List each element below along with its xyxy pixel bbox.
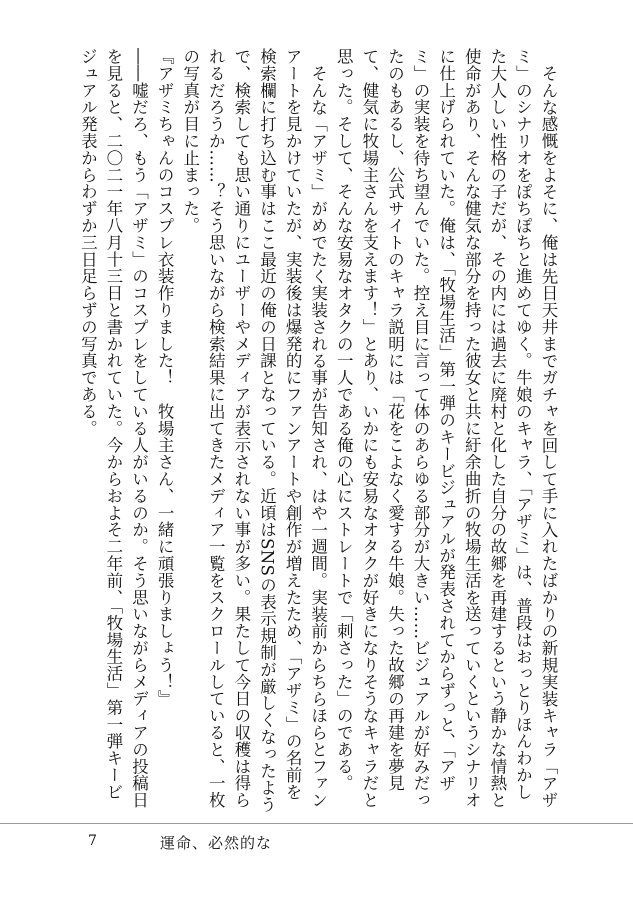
paragraph: そんな感慨をよそに、俺は先日天井までガチャを回して手に入れたばかりの新規実装キャラ「アザミ」のシナリオをぽちぽちと進めてゆく。牛娘のキャラ、「アザミ」は、普段はおっとりほんわかした大人しい性格の子だが、その内には過去に廃村と化した自分の故郷を再建するという静かな情熱と使命があり、そんな健気な部分を持った彼女と共に紆余曲折の牧場生活を送っていくというシナリオに仕上げられていた。俺は、「牧場生活」第一弾のキービジュアルが発表されてからずっと、「アザミ」の実装を待ち望んでいた。控え目に言って体のあらゆる部分が大きい……ビジュアルが好みだったのもあるし、公式サイトのキャラ説明には「花をこよなく愛する牛娘。失った故郷の再建を夢見て、健気に牧場主さんを支えます！」とあり、いかにも安易なオタクが好きになりそうなキャラだと思った。そして、そんな安易なオタクの一人である俺の心にストレートで「刺さった」のである。 (334, 48, 558, 809)
paragraph: そんな「アザミ」がめでたく実装される事が告知され、はや一週間。実装前からちらほらとファンアートを見かけていたが、実装後は爆発的にファンアートや創作が増えたため、「アザミ」の名前を検索欄に打ち込む事はここ最近の俺の日課となっている。近頃はSNSの表示規制が厳しくなったようで、検索しても思い通りにユーザーやメディアが表示されない事が多い。果たして今日の収穫は得られるだろうか……？そう思いながら検索結果に出てきたメディア一覧をスクロールしていると、一枚の写真が目に止まった。 (180, 48, 328, 813)
quoted-post-text: 『アザミちゃんのコスプレ衣装作りました！ 牧場主さん、一緒に頑張りましょう！』 (155, 48, 175, 708)
footer-rule (0, 823, 633, 824)
paragraph: ――嘘だろ、もう「アザミ」のコスプレをしている人がいるのか。そう思いながらメディアの投稿日を見ると、二〇二一年八月十三日と書かれていた。今からおよそ二年前、「牧場生活」第一弾キービジュアル発表からわずか三日足らずの写真である。 (78, 48, 149, 809)
body-text (61, 48, 561, 816)
running-title: 運命、必然的な (160, 834, 273, 852)
page-number: 7 (88, 833, 97, 849)
